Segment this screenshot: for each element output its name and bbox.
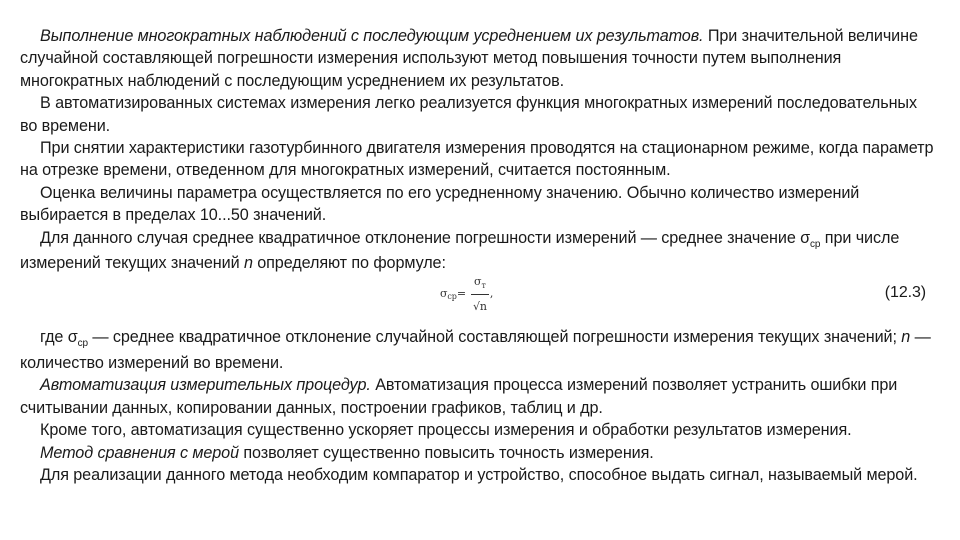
paragraph-text: Кроме того, автоматизация существенно ускоряет процессы измерения и обработки результатов измерения. — [40, 421, 852, 440]
formula-denominator: √n — [472, 299, 487, 313]
paragraph-automation-functions — [20, 92, 938, 137]
paragraph-text: При снятии характеристики газотурбинного двигателя измерения проводятся на стационарном режиме, когда параметр на отрезке времени, отведенном для многократных измерений, считается постоянным. — [20, 139, 934, 180]
formula-comma: , — [489, 287, 494, 301]
paragraph-automation-procedures — [20, 374, 938, 419]
paragraph-text: В автоматизированных системах измерения легко реализуется функция многократных измерений последовательных во времени. — [20, 94, 917, 135]
paragraph-text: Оценка величины параметра осуществляется по его усредненному значению. Обычно количество измерений выбирается в пределах 10...50 значений. — [20, 183, 860, 225]
explanation-text: где σ — [40, 328, 78, 347]
formula-intro-text: Для данного случая среднее квадратичное отклонение погрешности измерений — среднее значение σ — [40, 228, 811, 247]
paragraph-averaging — [20, 25, 938, 92]
formula-image — [440, 276, 493, 312]
formula-intro-text: определяют по формуле: — [252, 254, 446, 273]
subscript: ср — [77, 338, 88, 350]
variable-n: n — [901, 328, 911, 347]
paragraph-heading: Метод сравнения с мерой — [40, 443, 239, 462]
formula-lhs-subscript: ср — [447, 292, 457, 302]
paragraph-text: Автоматизация процесса измерений позволяет устранить ошибки при считывании данных, копировании данных, построении графиков, таблиц и др. — [20, 376, 898, 417]
paragraph-text: позволяет существенно повысить точность измерения. — [238, 443, 654, 462]
paragraph-comparison-method — [20, 442, 938, 464]
formula-intro-text: при числе измерений текущих значений — [20, 228, 900, 273]
formula-fraction — [470, 271, 490, 319]
formula-numerator-subscript: т — [481, 280, 486, 290]
paragraph-engine-characteristics — [20, 137, 938, 182]
variable-n: n — [243, 254, 253, 273]
paragraph-comparator — [20, 464, 938, 486]
paragraph-heading: Выполнение многократных наблюдений с последующим усреднением их результатов. — [40, 27, 704, 45]
document-body — [20, 25, 938, 486]
explanation-text: — количество измерений во времени. — [20, 328, 931, 372]
paragraph-automation-speed — [20, 419, 938, 441]
formula-equals: = — [456, 287, 466, 301]
paragraph-text: При значительной величине случайной составляющей погрешности измерения используют метод повышения точности путем выполнения многократных наблюдений с последующим усреднением их результатов. — [20, 27, 918, 90]
equation-number: (12.3) — [884, 284, 926, 302]
formula-numerator-symbol: σ — [474, 274, 482, 288]
paragraph-parameter-estimate — [20, 182, 938, 227]
paragraph-heading: Автоматизация измерительных процедур. — [40, 376, 371, 395]
formula-lhs: σ — [440, 287, 448, 301]
paragraph-formula-intro — [20, 227, 938, 275]
explanation-text: — среднее квадратичное отклонение случайной составляющей погрешности измерения текущих значений; — [88, 328, 902, 347]
formula-numerator — [471, 271, 489, 295]
formula-row — [20, 276, 938, 316]
paragraph-formula-explanation — [20, 326, 938, 374]
subscript: ср — [810, 238, 821, 250]
paragraph-text: Для реализации данного метода необходим компаратор и устройство, способное выдать сигнал, называемый мерой. — [40, 465, 918, 484]
